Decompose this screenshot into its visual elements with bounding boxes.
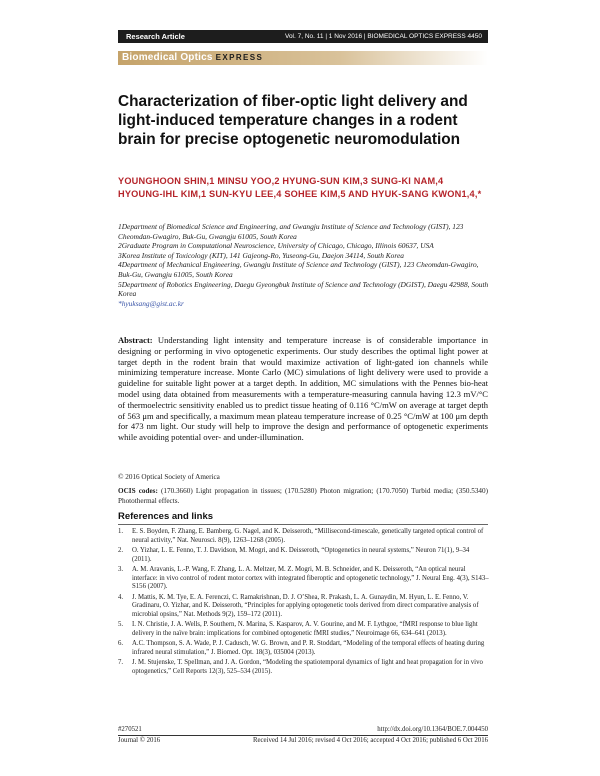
journal-name-text: Biomedical Optics [122, 52, 213, 63]
footer-article-id: #270521 [118, 726, 142, 733]
affiliation-4: 4Department of Mechanical Engineering, Gwangju Institute of Science and Technology (GIST), 123 Cheomdan-Gwagiro, Buk-Gu, Gwangju 61005, South Korea [118, 260, 479, 279]
reference-number: 3. [118, 565, 124, 573]
header-bar [118, 30, 488, 43]
author-list: YOUNGHOON SHIN,1 MINSU YOO,2 HYUNG-SUN KIM,3 SUNG-KI NAM,4 HYOUNG-IHL KIM,1 SUN-KYU LEE,4 SOHEE KIM,5 AND HYUK-SANG KWON1,4,* [118, 176, 482, 199]
affiliation-2: 2Graduate Program in Computational Neuroscience, University of Chicago, Chicago, Illinois 60637, USA [118, 241, 434, 251]
reference-number: 4. [118, 593, 124, 601]
reference-text: J. M. Stujenske, T. Spellman, and J. A. Gordon, “Modeling the spatiotemporal dynamics of light and heat propagation for in vivo optogenetics,” Cell Reports 12(3), 525–534 (2015). [132, 659, 483, 675]
reference-number: 2. [118, 546, 124, 554]
reference-item [118, 659, 490, 676]
reference-number: 6. [118, 640, 124, 648]
reference-item [118, 566, 490, 592]
reference-number: 7. [118, 659, 124, 667]
affiliation-3: 3Korea Institute of Toxicology (KIT), 141 Gajeong-Ro, Yuseong-Gu, Daejon 34114, South Korea [118, 250, 404, 260]
reference-text: O. Yizhar, L. E. Fenno, T. J. Davidson, M. Mogri, and K. Deisseroth, “Optogenetics in neural systems,” Neuron 71(1), 9–34 (2011). [132, 546, 470, 563]
reference-item [118, 594, 490, 620]
references-heading: References and links [118, 511, 488, 525]
reference-number: 5. [118, 621, 124, 629]
abstract [118, 335, 488, 443]
footer-bottom [118, 737, 488, 744]
reference-item [118, 547, 490, 564]
reference-text: A. M. Aravanis, L.-P. Wang, F. Zhang, L. A. Meltzer, M. Z. Mogri, M. B. Schneider, and K. Deisseroth, “An optical neural interface: in vivo control of rodent motor cortex with integrated fiberoptic and optogenetic technology,” J. Neural Eng. 4(3), S143–S156 (2007). [132, 565, 489, 591]
corresponding-email-link[interactable]: *hyuksang@gist.ac.kr [118, 298, 184, 308]
affiliation-1: 1Department of Biomedical Science and Engineering, and Gwangju Institute of Science and Technology (GIST), 123 Cheomdan-Gwagiro, Buk-Gu, Gwangju 61005, South Korea [118, 222, 464, 241]
reference-item [118, 640, 490, 657]
reference-text: E. S. Boyden, F. Zhang, E. Bamberg, G. Nagel, and K. Deisseroth, “Millisecond-timescale, genetically targeted optical control of neural activity,” Nat. Neurosci. 8(9), 1263–1268 (2005). [132, 528, 484, 544]
reference-text: J. Mattis, K. M. Tye, E. A. Ferenczi, C. Ramakrishnan, D. J. O’Shea, R. Prakash, L. A. Gunaydin, M. Hyun, L. E. Fenno, V. Gradinaru, O. Yizhar, and K. Deisseroth, “Principles for applying optogenetic tools derived from direct comparative analysis of microbial opsins,” Nat. Methods 9(2), 159–172 (2011). [132, 593, 479, 618]
footer-dates: Received 14 Jul 2016; revised 4 Oct 2016; accepted 4 Oct 2016; published 6 Oct 2016 [252, 737, 488, 744]
journal-citation: Vol. 7, No. 11 | 1 Nov 2016 | BIOMEDICAL OPTICS EXPRESS 4450 [284, 33, 482, 40]
abstract-text: Understanding light intensity and temperature increase is of considerable importance in designing or performing in vivo optogenetic experiments. Our study describes the optimal light power at target depth in the rodent brain that would maximize activation of light-gated ion channels while minimizing temperature increase. Monte Carlo (MC) simulations of light delivery were used to provide a guideline for suitable light power at a target depth. In addition, MC simulations with the Pennes bio-heat model using data obtained from measurements with a temperature-measuring cannula having 12.3 mV/°C of thermoelectric sensitivity enabled us to predict tissue heating of 0.116 °C/mW on average at target depth of 563 μm and specifically, a maximum mean plateau temperature increase of 0.25 °C/mW at 100 μm depth for 473 nm light. Our study will help to improve the design and performance of optogenetic experiments while avoiding potential over- and under-illumination. [118, 335, 489, 443]
footer-divider [118, 735, 488, 736]
ocis-text: (170.3660) Light propagation in tissues; (170.5280) Photon migration; (170.7050) Turbid media; (350.5340) Photothermal effects. [118, 487, 488, 505]
ocis-label: OCIS codes: [118, 487, 158, 495]
affiliations [118, 222, 490, 308]
journal-express: EXPRESS [215, 53, 264, 62]
journal-name [122, 51, 263, 65]
reference-item [118, 528, 490, 545]
reference-text: A.C. Thompson, S. A. Wade, P. J. Cadusch, W. G. Brown, and P. R. Stoddart, “Modeling of the temporal effects of heating during infrared neural stimulation,” J. Biomed. Opt. 18(3), 035004 (2013). [132, 640, 485, 656]
copyright-notice: © 2016 Optical Society of America [118, 473, 220, 481]
reference-item [118, 621, 490, 638]
reference-text: I. N. Christie, J. A. Wells, P. Southern, N. Marina, S. Kasparov, A. V. Gourine, and M. F. Lythgoe, “fMRI response to blue light delivery in the naïve brain: implications for combined optogenetic fMRI studies,” Neuroimage 66, 634–641 (2013). [132, 621, 478, 637]
article-type-label: Research Article [126, 32, 185, 41]
affiliation-5: 5Department of Robotics Engineering, Daegu Gyeongbuk Institute of Science and Technology (DGIST), Daegu 42988, South Korea [118, 279, 489, 299]
reference-number: 1. [118, 528, 124, 535]
reference-list [118, 528, 490, 678]
ocis-codes [118, 487, 488, 506]
journal-banner [118, 51, 488, 65]
paper-title: Characterization of fiber-optic light delivery and light-induced temperature changes in a rodent brain for precise optogenetic neuromodulation [118, 93, 468, 148]
abstract-label: Abstract: [118, 335, 153, 345]
footer-journal-year: Journal © 2016 [118, 737, 161, 744]
footer-doi-link[interactable]: http://dx.doi.org/10.1364/BOE.7.004450 [377, 726, 488, 733]
